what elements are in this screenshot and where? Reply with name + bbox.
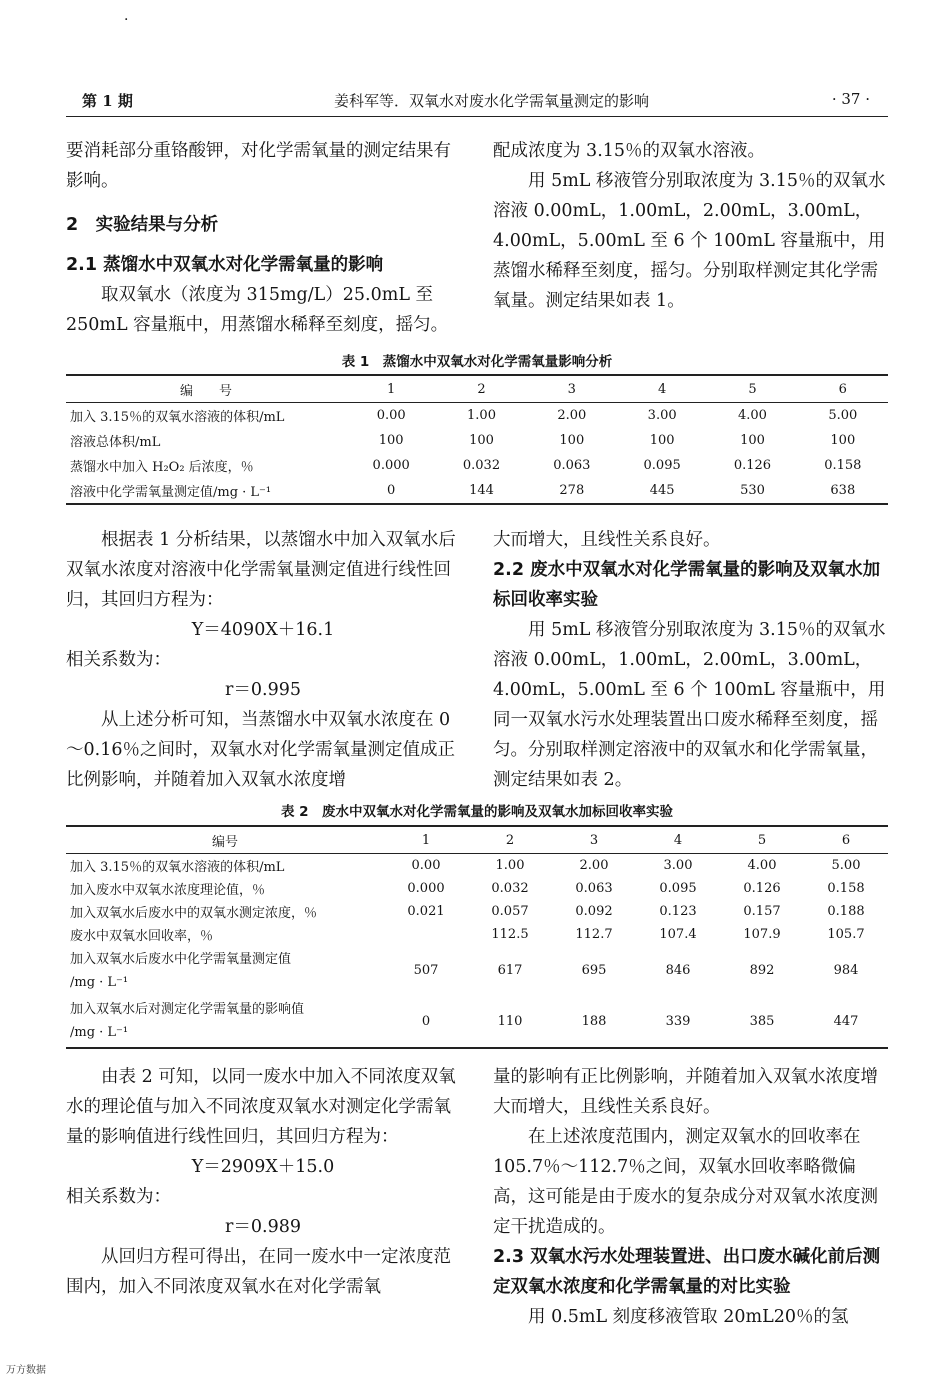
row-label-line: 加入双氧水后对测定化学需氧量的影响值	[70, 1002, 305, 1017]
header-cell: 1	[346, 375, 436, 403]
table-cell: 0.126	[733, 457, 772, 473]
page-mark: ·	[124, 12, 129, 28]
paragraph: 取双氧水（浓度为 315mg/L）25.0mL 至 250mL 容量瓶中，用蒸馏水稀释至刻度，摇匀。	[66, 285, 449, 335]
table-row	[66, 453, 888, 478]
header-cell: 6	[798, 375, 888, 403]
table-cell: 0.158	[827, 880, 865, 896]
paragraph: 用 5mL 移液管分别取浓度为 3.15％的双氧水溶液 0.00mL，1.00mL，2.00mL，3.00mL，4.00mL，5.00mL 至 6 个 100mL 容量瓶中，用蒸馏水稀释至刻度，摇匀。分别取样测定其化学需氧量。测定结果如表 1。	[493, 171, 886, 311]
table-cell: 110	[468, 996, 552, 1048]
table-row	[66, 403, 888, 428]
table-1	[66, 374, 888, 505]
subsection-heading: 2.1 蒸馏水中双氧水对化学需氧量的影响	[66, 255, 384, 275]
table-row	[66, 877, 888, 900]
table-cell: 188	[552, 996, 636, 1048]
row-label-unit: /mg · L⁻¹	[70, 1025, 129, 1040]
table-header-row	[66, 826, 888, 854]
table-row	[66, 923, 888, 946]
table-row	[66, 428, 888, 453]
table-cell: 112.5	[491, 926, 529, 942]
subsection-heading: 2.2 废水中双氧水对化学需氧量的影响及双氧水加标回收率实验	[493, 560, 881, 610]
table-cell: 0.032	[462, 457, 501, 473]
table-cell: 0.063	[553, 457, 591, 473]
footer-source: 万方数据	[6, 1365, 46, 1376]
table-cell: 107.9	[743, 926, 781, 942]
top-left-column	[66, 136, 460, 340]
table-cell: 278	[527, 478, 617, 504]
table-cell: 445	[617, 478, 707, 504]
table-2	[66, 825, 888, 1049]
row-label: 加入双氧水后废水中的双氧水测定浓度，％	[70, 905, 318, 921]
table-cell: 5.00	[828, 407, 858, 423]
table-cell: 112.7	[575, 926, 613, 942]
header-cell: 4	[617, 375, 707, 403]
paragraph: 用 5mL 移液管分别取浓度为 3.15％的双氧水溶液 0.00mL，1.00mL，2.00mL，3.00mL，4.00mL，5.00mL 至 6 个 100mL 容量瓶中，用同一双氧水污水处理装置出口废水稀释至刻度，摇匀。分别取样测定溶液中的双氧水和化学需氧量，测定结果如表 2。	[493, 620, 886, 790]
table-cell: 385	[720, 996, 804, 1048]
page-number: · 37 ·	[831, 90, 870, 108]
table-cell: 4.00	[747, 857, 777, 873]
paragraph: 根据表 1 分析结果，以蒸馏水中加入双氧水后双氧水浓度对溶液中化学需氧量测定值进行线性回归，其回归方程为：	[66, 530, 456, 610]
row-label: 加入 3.15％的双氧水溶液的体积/mL	[70, 409, 285, 425]
table-row	[66, 900, 888, 923]
table-cell: 100	[469, 432, 494, 448]
regression-equation: Y＝4090X＋16.1	[191, 620, 335, 640]
table-cell: 1.00	[467, 407, 496, 423]
table-cell: 3.00	[647, 407, 677, 423]
table-cell: 3.00	[663, 857, 693, 873]
running-header	[66, 86, 888, 117]
table-cell: 617	[497, 963, 523, 978]
row-label	[66, 946, 384, 996]
row-label-unit: /mg · L⁻¹	[70, 974, 129, 990]
table-cell: 892	[749, 963, 775, 978]
table-row	[66, 996, 888, 1048]
table-cell: 0.158	[824, 457, 862, 473]
issue-number: 第 1 期	[82, 92, 133, 110]
table-cell: 5.00	[831, 857, 861, 873]
running-title: 姜科军等．双氧水对废水化学需氧量测定的影响	[334, 92, 650, 110]
table-cell: 0.095	[659, 880, 697, 896]
header-cell: 5	[707, 375, 797, 403]
table-1-caption: 表 1 蒸馏水中双氧水对化学需氧量影响分析	[341, 354, 613, 370]
table-cell: 100	[830, 432, 856, 448]
top-right-column	[493, 136, 888, 316]
table-cell: 107.4	[659, 926, 697, 942]
table-cell: 0.021	[407, 903, 445, 919]
paragraph: 从上述分析可知，当蒸馏水中双氧水浓度在 0～0.16％之间时，双氧水对化学需氧量测定值成正比例影响，并随着加入双氧水浓度增	[66, 710, 455, 790]
paragraph: 量的影响有正比例影响，并随着加入双氧水浓度增大而增大，且线性关系良好。	[493, 1067, 878, 1117]
paragraph: 在上述浓度范围内，测定双氧水的回收率在 105.7％～112.7％之间，双氧水回收率略微偏高，这可能是由于废水的复杂成分对双氧水浓度测定干扰造成的。	[493, 1127, 878, 1237]
table-cell: 100	[740, 432, 765, 448]
paragraph: 要消耗部分重铬酸钾，对化学需氧量的测定结果有影响。	[66, 141, 451, 191]
table-cell: 2.00	[557, 407, 587, 423]
bottom-left-column	[66, 1062, 460, 1302]
header-cell: 编 号	[66, 375, 346, 403]
table-cell: 1.00	[495, 857, 525, 873]
paragraph: 大而增大，且线性关系良好。	[493, 530, 721, 550]
table-cell: 4.00	[738, 407, 767, 423]
table-cell: 0.063	[575, 880, 613, 896]
table-cell: 0	[346, 478, 436, 504]
row-label: 溶液中化学需氧量测定值/mg · L⁻¹	[66, 478, 346, 504]
table-header-row	[66, 375, 888, 403]
table-cell: 0.00	[411, 857, 441, 873]
header-cell: 3	[527, 375, 617, 403]
row-label-line: 加入双氧水后废水中化学需氧量测定值	[70, 951, 292, 967]
header-cell: 4	[636, 826, 720, 854]
table-cell: 0.00	[376, 407, 406, 423]
row-label: 加入废水中双氧水浓度理论值，％	[70, 882, 266, 898]
table-cell: 846	[665, 963, 691, 978]
header-cell: 5	[720, 826, 804, 854]
table-cell: 0.123	[659, 903, 697, 919]
header-cell: 6	[804, 826, 888, 854]
table-cell: 447	[804, 996, 888, 1048]
row-label: 蒸馏水中加入 H₂O₂ 后浓度，％	[70, 459, 254, 475]
table-cell: 144	[436, 478, 526, 504]
bottom-right-column	[493, 1062, 888, 1332]
table-cell: 0.032	[491, 880, 529, 896]
table-cell: 0.000	[372, 457, 410, 473]
table-cell: 984	[833, 963, 859, 978]
header-cell: 3	[552, 826, 636, 854]
paragraph: 用 0.5mL 刻度移液管取 20mL20％的氢	[528, 1307, 849, 1327]
table-cell: 0	[384, 996, 468, 1048]
table-cell: 0.188	[827, 903, 865, 919]
correlation-coefficient: r＝0.989	[225, 1217, 301, 1237]
table-cell: 695	[581, 963, 607, 978]
table-cell: 638	[798, 478, 888, 504]
paragraph: 相关系数为：	[66, 1187, 171, 1207]
header-cell: 1	[384, 826, 468, 854]
table-cell: 530	[707, 478, 797, 504]
middle-right-column	[493, 525, 888, 795]
middle-left-column	[66, 525, 460, 795]
table-cell: 100	[559, 432, 585, 448]
paragraph: 相关系数为：	[66, 650, 171, 670]
row-label: 废水中双氧水回收率，％	[70, 928, 214, 944]
table-cell: 0.126	[743, 880, 781, 896]
paragraph: 由表 2 可知，以同一废水中加入不同浓度双氧水的理论值与加入不同浓度双氧水对测定化学需氧量的影响值进行线性回归，其回归方程为：	[66, 1067, 456, 1147]
paragraph: 从回归方程可得出，在同一废水中一定浓度范围内，加入不同浓度双氧水在对化学需氧	[66, 1247, 451, 1297]
header-cell: 2	[468, 826, 552, 854]
header-cell: 编号	[66, 826, 384, 854]
table-cell: 2.00	[579, 857, 609, 873]
table-cell: 0.057	[491, 903, 529, 919]
table-2-caption: 表 2 废水中双氧水对化学需氧量的影响及双氧水加标回收率实验	[280, 804, 674, 820]
section-heading: 2 实验结果与分析	[66, 215, 219, 235]
paragraph: 配成浓度为 3.15％的双氧水溶液。	[493, 141, 766, 161]
table-cell: 339	[636, 996, 720, 1048]
row-label: 溶液总体积/mL	[70, 434, 161, 450]
table-cell: 0.157	[743, 903, 781, 919]
table-cell: 0.000	[407, 880, 445, 896]
table-row	[66, 478, 888, 504]
row-label: 加入 3.15％的双氧水溶液的体积/mL	[70, 859, 285, 875]
header-cell: 2	[436, 375, 526, 403]
table-cell: 100	[378, 432, 404, 448]
table-cell: 100	[649, 432, 675, 448]
table-cell: 105.7	[827, 926, 865, 942]
table-cell: 0.092	[575, 903, 613, 919]
regression-equation: Y＝2909X＋15.0	[191, 1157, 335, 1177]
subsection-heading: 2.3 双氧水污水处理装置进、出口废水碱化前后测定双氧水浓度和化学需氧量的对比实验	[493, 1247, 881, 1297]
table-row	[66, 854, 888, 877]
row-label	[66, 996, 384, 1048]
correlation-coefficient: r＝0.995	[225, 680, 301, 700]
table-cell: 507	[413, 963, 439, 978]
table-cell: 0.095	[643, 457, 681, 473]
table-row	[66, 946, 888, 996]
table-cell	[384, 923, 468, 946]
